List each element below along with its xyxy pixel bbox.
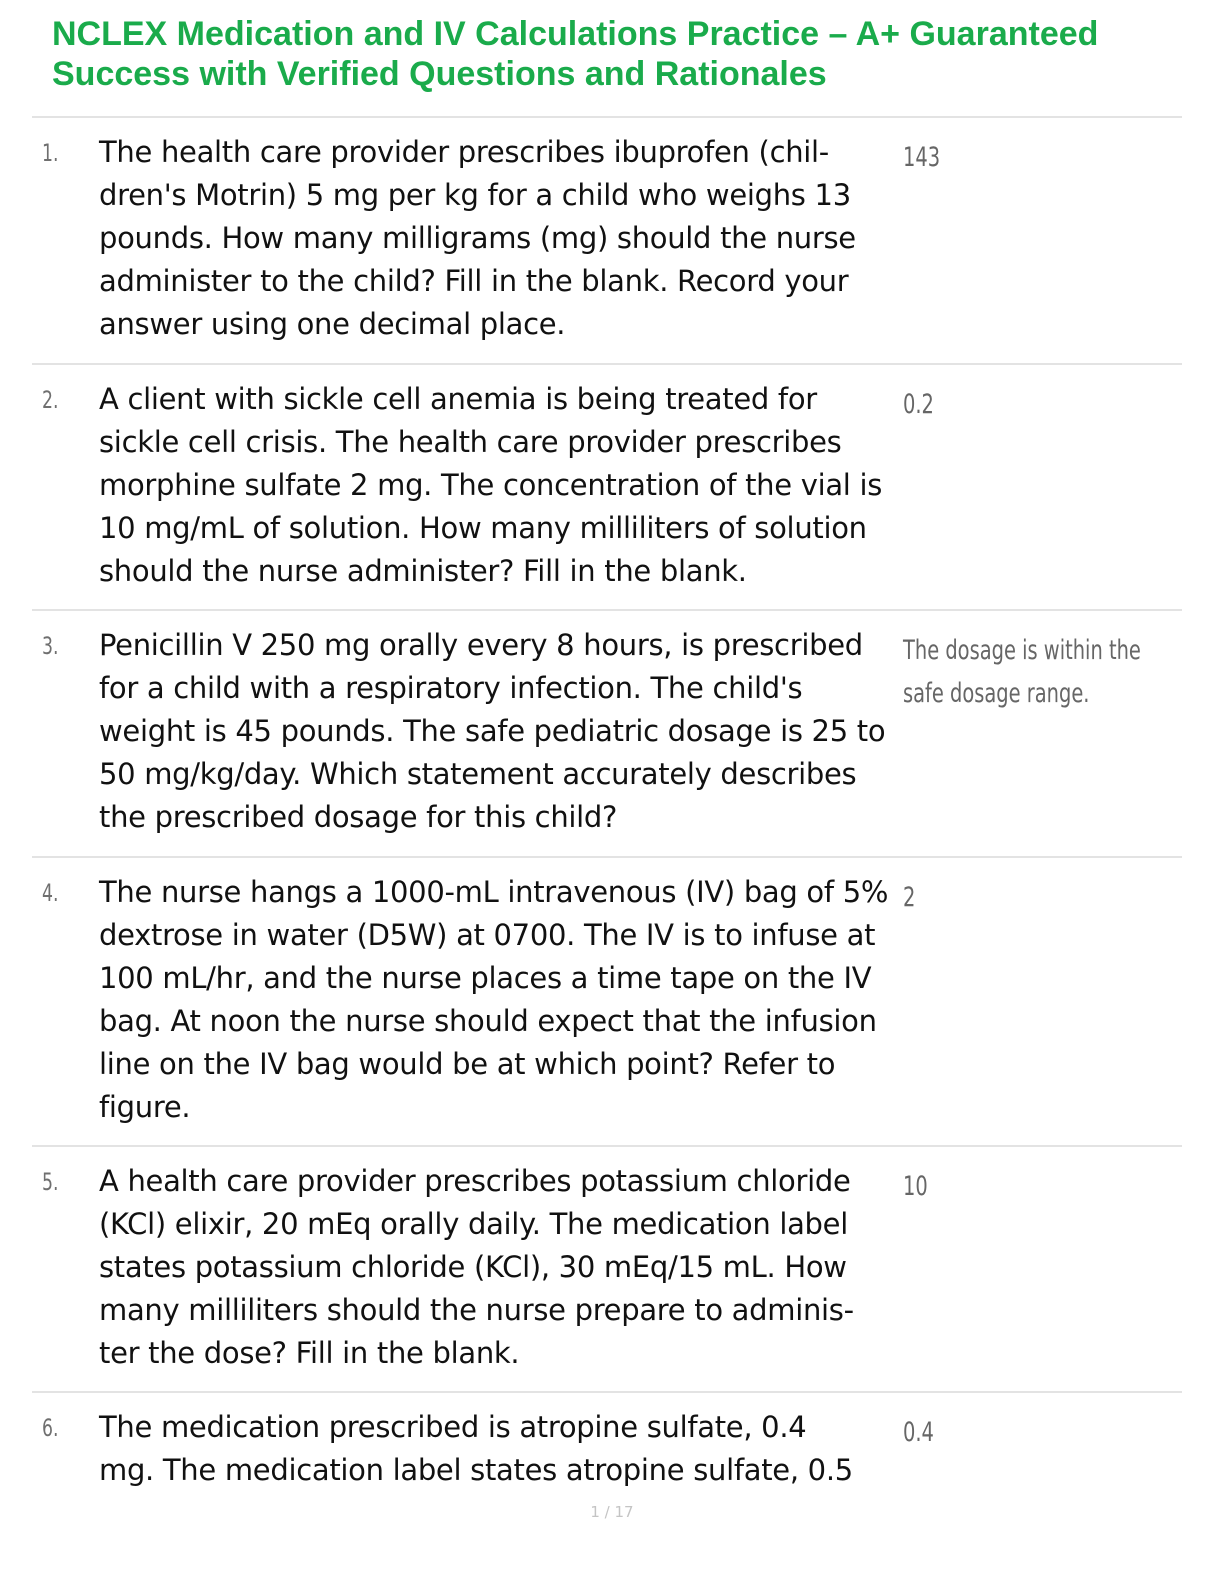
question-item xyxy=(32,1391,1182,1511)
page-indicator: 1 / 17 xyxy=(590,1503,634,1521)
question-item xyxy=(32,116,1182,363)
question-item xyxy=(32,609,1182,856)
question-text: Penicillin V 250 mg orally every 8 hours, is prescribed for a child with a respiratory infection. The child's weight is 45 pounds. The safe pediatric dosage is 25 to 50 mg/kg/day. Which statement accurately describes the prescribed dosage for this child? xyxy=(99,628,886,834)
answer-text: 2 xyxy=(903,882,916,913)
question-text: A client with sickle cell anemia is being treated for sickle cell crisis. The health care provider prescribes morphine sulfate 2 mg. The concentration of the vial is 10 mg/mL of solution. How many milliliters of solution should the nurse administer? Fill in the blank. xyxy=(99,382,883,588)
question-item xyxy=(32,856,1182,1145)
document-title: NCLEX Medication and IV Calculations Practice – A+ Guaranteed Success with Verified Questions and Rationales xyxy=(52,15,1099,93)
question-item xyxy=(32,363,1182,609)
question-text: The medication prescribed is atropine sulfate, 0.4 mg. The medication label states atropine sulfate, 0.5 xyxy=(99,1410,853,1487)
question-text: A health care provider prescribes potassium chloride (KCl) elixir, 20 mEq orally daily. The medication label states potassium chloride (KCl), 30 mEq/15 mL. How many milliliters should the nurse prepare to adminis- ter the dose? Fill in the blank. xyxy=(99,1164,854,1370)
question-number: 2. xyxy=(42,386,59,414)
question-number: 6. xyxy=(42,1414,59,1442)
question-number: 1. xyxy=(42,139,59,167)
question-list xyxy=(32,116,1182,1511)
question-text: The nurse hangs a 1000-mL intravenous (IV) bag of 5% dextrose in water (D5W) at 0700. The IV is to infuse at 100 mL/hr, and the nurse places a time tape on the IV bag. At noon the nurse should expect that the infusion line on the IV bag would be at which point? Refer to figure. xyxy=(99,875,889,1124)
question-number: 5. xyxy=(42,1168,59,1196)
question-item xyxy=(32,1145,1182,1391)
question-number: 4. xyxy=(42,879,59,907)
answer-text: 10 xyxy=(903,1171,928,1202)
answer-text: 0.2 xyxy=(903,389,934,420)
answer-text: The dosage is within the safe dosage range. xyxy=(903,635,1141,709)
answer-text: 0.4 xyxy=(903,1417,934,1448)
question-number: 3. xyxy=(42,632,59,660)
answer-text: 143 xyxy=(903,142,941,173)
question-text: The health care provider prescribes ibuprofen (chil- dren's Motrin) 5 mg per kg for a child who weighs 13 pounds. How many milligrams (mg) should the nurse administer to the child? Fill in the blank. Record your answer using one decimal place. xyxy=(99,135,856,341)
